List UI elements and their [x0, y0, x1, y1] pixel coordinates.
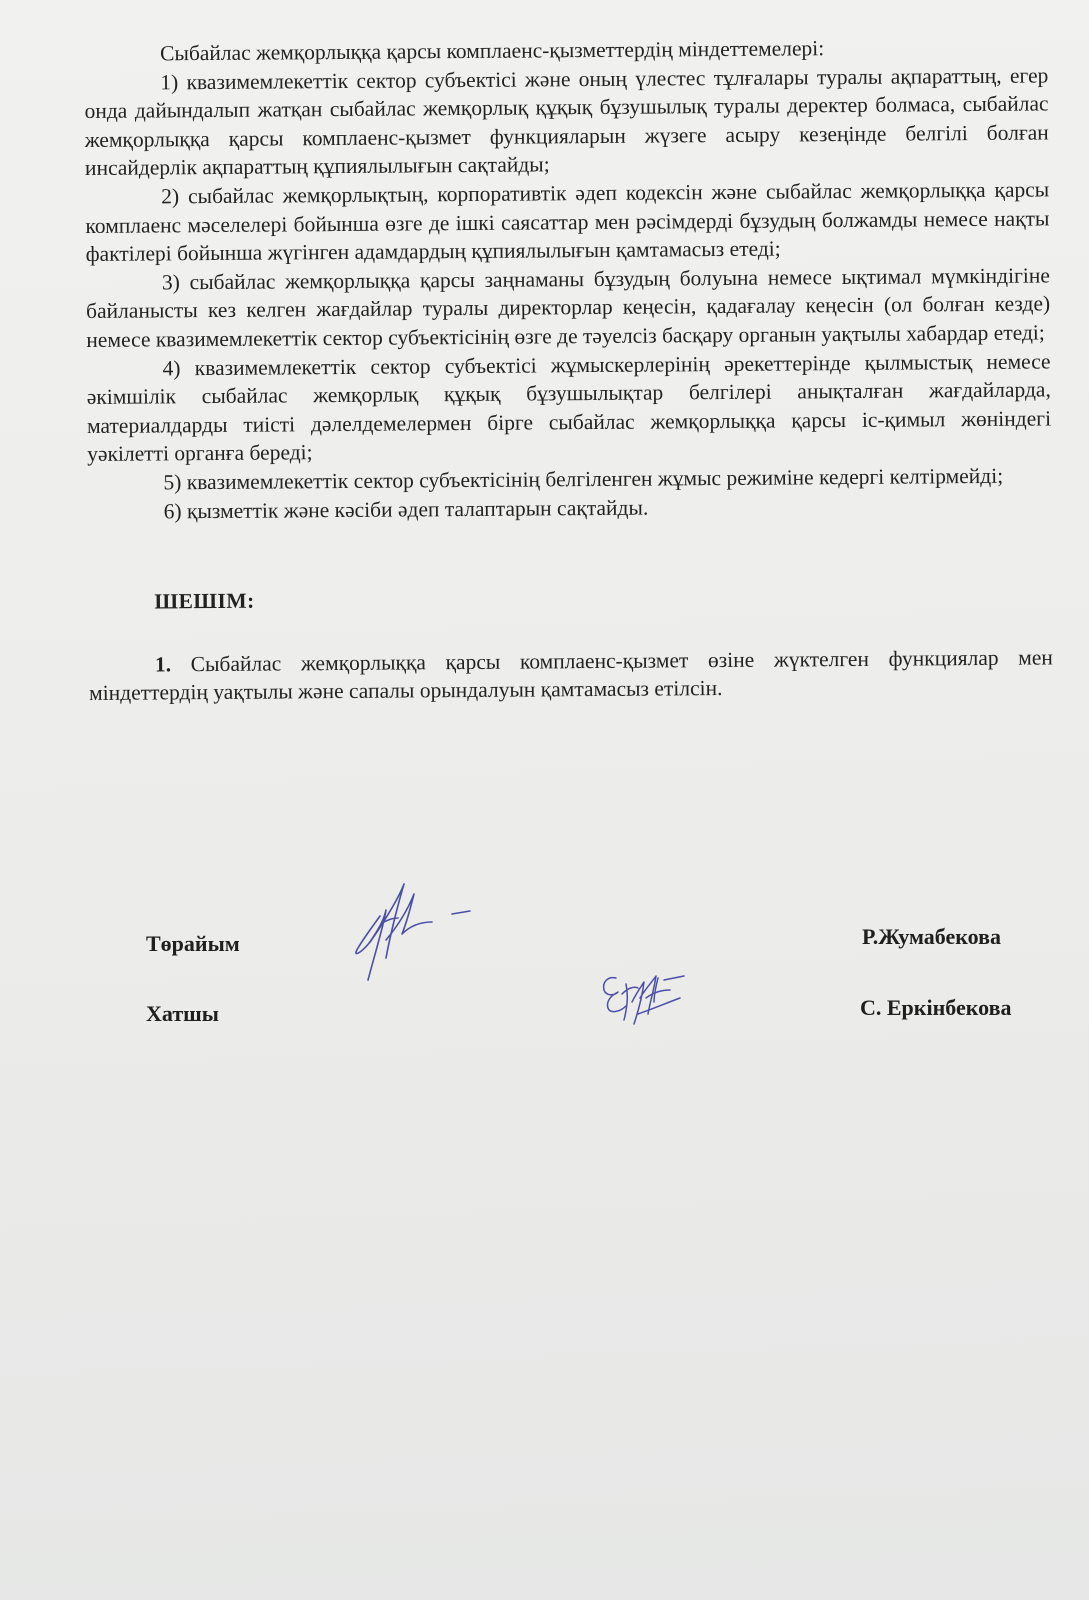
list-item: 2) сыбайлас жемқорлықтың, корпоративтік әдеп кодексін және сыбайлас жемқорлыққа қарсы комплаенс мәселелері бойынша өзге де ішкі саясаттар мен рәсімдерді бұзудың болжамды немесе нақты фактілері бойынша жүгінген адамдардың құпиялылығын қамтамасыз етеді; [85, 177, 1050, 267]
secretary-signature-image [598, 958, 698, 1048]
decision-title: ШЕШІМ: [154, 588, 255, 614]
document-body [84, 32, 1053, 707]
chair-signature-image [340, 880, 490, 990]
list-item: 5) квазимемлекеттік сектор субъектісінің белгіленген жұмыс режиміне кедергі келтірмейді; [163, 463, 1004, 495]
secretary-role-label: Хатшы [146, 1001, 219, 1026]
decision-number: 1. [154, 652, 172, 677]
list-item: 3) сыбайлас жемқорлыққа қарсы заңнаманы бұзудың болуына немесе ықтимал мүмкіндігіне байланысты кез келген жағдайлар туралы директорлар кеңесін, қадағалау кеңесін (ол болған кезде) немесе квазимемлекеттік сектор субъектісінің өзге де тәуелсіз басқару органын уақтылы хабардар етеді; [86, 263, 1051, 352]
list-item: 4) квазимемлекеттік сектор субъектісі жұмыскерлерінің әрекеттерінде қылмыстық немесе әкімшілік сыбайлас жемқорлық құқық бұзушылықтар белгілері анықталған жағдайларда, материалдарды тиісті дәлелдемелермен бірге сыбайлас жемқорлыққа қарсы іс-қимыл жөніндегі уәкілетті органға береді; [86, 348, 1052, 467]
decision-text: Сыбайлас жемқорлыққа қарсы комплаенс-қызмет өзіне жүктелген функциялар мен міндеттердің уақтылы және сапалы орындалуын қамтамасыз етілсін. [89, 645, 1053, 706]
chair-role-label: Төрайым [146, 931, 240, 956]
document-heading: Сыбайлас жемқорлыққа қарсы комплаенс-қызметтердің міндеттемелері: [160, 36, 825, 66]
chair-name: Р.Жумабекова [862, 924, 1002, 949]
secretary-name: С. Еркінбекова [860, 995, 1012, 1020]
decision-paragraph [89, 643, 1053, 708]
list-item: 1) квазимемлекеттік сектор субъектісі және оның үлестес тұлғалары туралы ақпараттың, егер онда дайындалып жатқан сыбайлас жемқорлық құқық бұзушылық туралы деректер болмаса, сыбайлас жемқорлыққа қарсы комплаенс-қызмет функцияларын жүзеге асыру кезеңінде белгілі болған инсайдерлік ақпараттың құпиялылығын сақтайды; [84, 63, 1049, 181]
list-item: 6) қызметтік және кәсіби әдеп талаптарын сақтайды. [163, 495, 649, 523]
